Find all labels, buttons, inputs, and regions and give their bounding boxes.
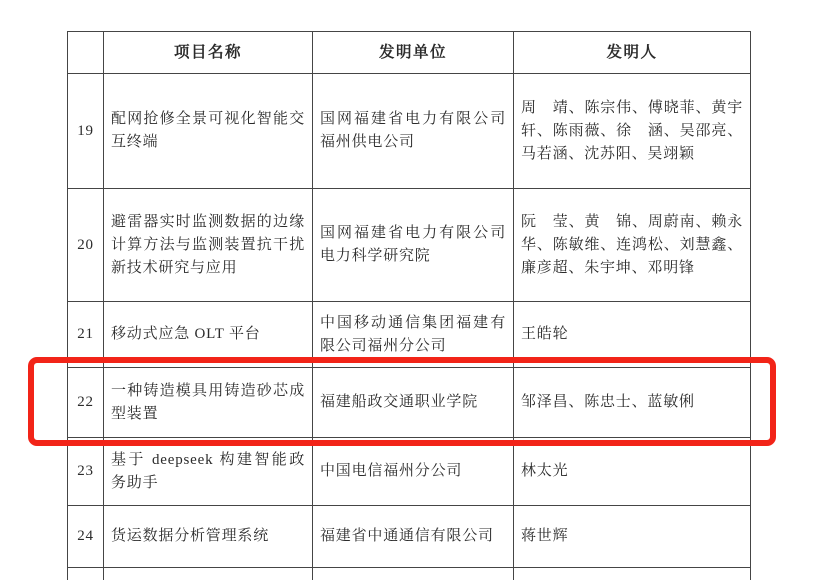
project-name-cell: 基于 deepseek 构建智能政务助手 [104,438,313,506]
inventors-cell: 邹泽昌、陈忠士、蓝敏俐 [514,368,751,438]
table-row-highlighted [68,368,751,438]
unit-cell [313,568,514,580]
unit-cell: 中国移动通信集团福建有限公司福州分公司 [313,302,514,368]
project-name-cell: 一种铸造模具用铸造砂芯成型装置 [104,368,313,438]
inventors-cell: 蒋世辉 [514,506,751,568]
table-row [68,302,751,368]
inventors-cell [514,568,751,580]
project-name-cell: 移动式应急 OLT 平台 [104,302,313,368]
row-number-cell: 20 [68,189,104,302]
column-header-number [68,32,104,74]
table-row [68,506,751,568]
inventors-cell: 阮 莹、黄 锦、周蔚南、赖永华、陈敏维、连鸿松、刘慧鑫、廉彦超、朱宇坤、邓明锋 [514,189,751,302]
table-row [68,438,751,506]
row-number-cell: 23 [68,438,104,506]
project-name-cell [104,568,313,580]
row-number-cell: 22 [68,368,104,438]
table-header-row [68,32,751,74]
inventors-cell: 周 靖、陈宗伟、傅晓菲、黄宇轩、陈雨薇、徐 涵、吴邵亮、马若涵、沈苏阳、吴翊颖 [514,74,751,189]
table-row [68,189,751,302]
unit-cell: 国网福建省电力有限公司电力科学研究院 [313,189,514,302]
table-row [68,74,751,189]
column-header-project-name: 项目名称 [104,32,313,74]
inventors-cell: 林太光 [514,438,751,506]
row-number-cell: 19 [68,74,104,189]
unit-cell: 福建省中通通信有限公司 [313,506,514,568]
inventors-cell: 王皓轮 [514,302,751,368]
project-name-cell: 货运数据分析管理系统 [104,506,313,568]
column-header-inventors: 发明人 [514,32,751,74]
unit-cell: 福建船政交通职业学院 [313,368,514,438]
unit-cell: 中国电信福州分公司 [313,438,514,506]
row-number-cell [68,568,104,580]
unit-cell: 国网福建省电力有限公司福州供电公司 [313,74,514,189]
award-table [67,31,751,580]
row-number-cell: 24 [68,506,104,568]
table-row-partial [68,568,751,580]
row-number-cell: 21 [68,302,104,368]
project-name-cell: 配网抢修全景可视化智能交互终端 [104,74,313,189]
column-header-unit: 发明单位 [313,32,514,74]
project-name-cell: 避雷器实时监测数据的边缘计算方法与监测装置抗干扰新技术研究与应用 [104,189,313,302]
